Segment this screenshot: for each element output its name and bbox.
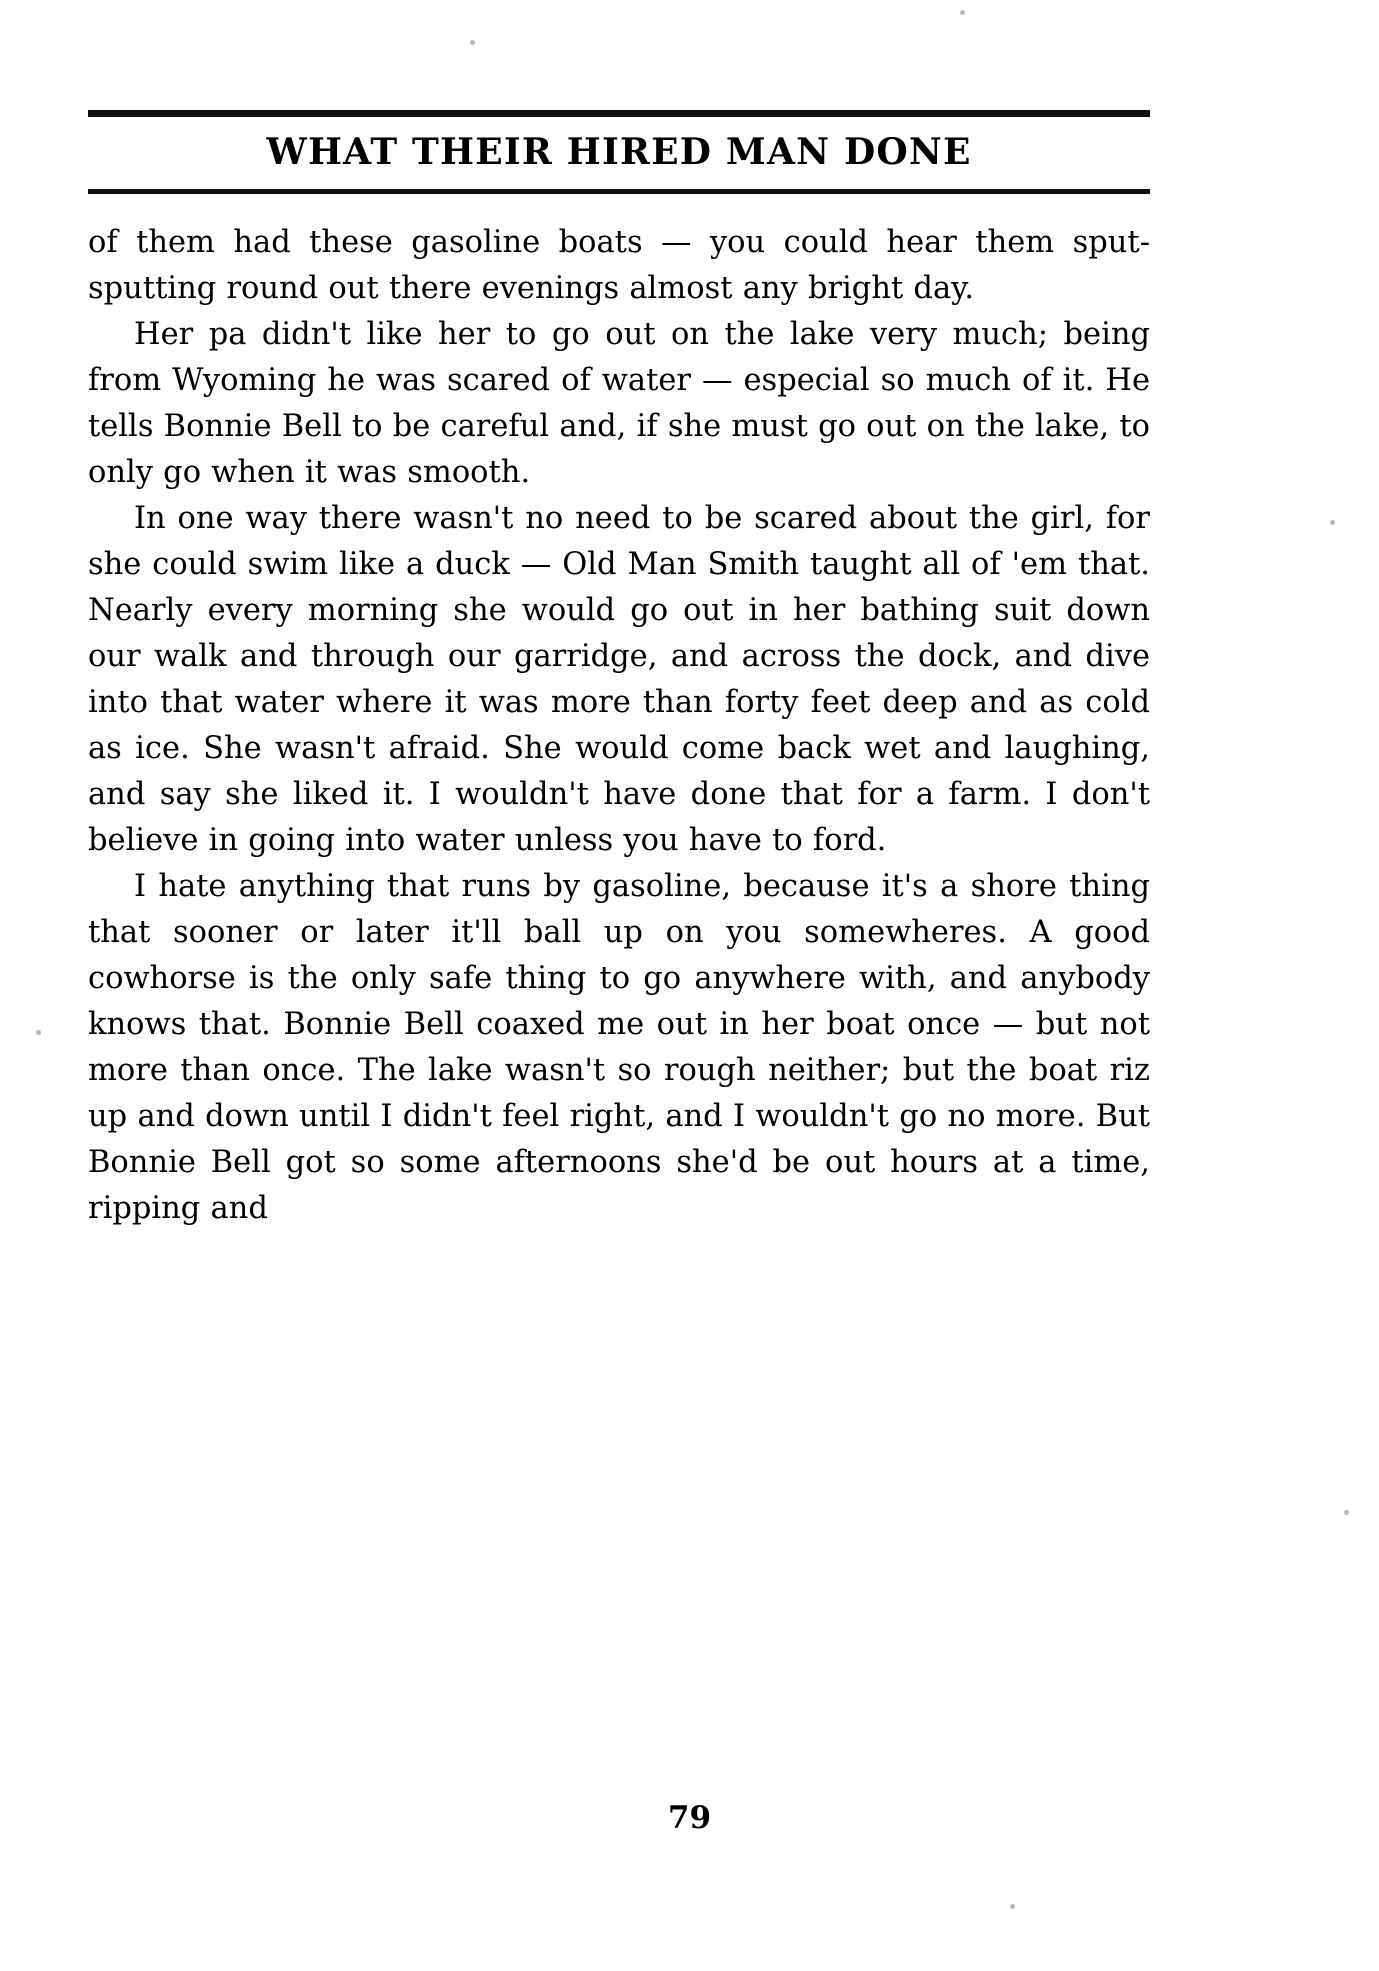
header-rule-top <box>88 110 1150 117</box>
paper-speck <box>470 40 475 45</box>
page-number: 79 <box>667 1800 712 1836</box>
paper-speck <box>960 10 965 15</box>
paper-speck <box>1010 1904 1015 1909</box>
paragraph: of them had these gasoline boats — you could hear them sput-sputting round out there evenings almost any bright day. <box>88 225 1150 306</box>
paragraph: Her pa didn't like her to go out on the lake very much; being from Wyoming he was scared of water — especial so much of it. He tells Bonnie Bell to be careful and, if she must go out on the lake, to only go when it was smooth. <box>88 317 1150 490</box>
body-text <box>88 220 1150 1232</box>
paper-speck <box>36 1030 41 1035</box>
paper-speck <box>1344 1510 1349 1515</box>
running-head: WHAT THEIR HIRED MAN DONE <box>266 131 972 173</box>
paragraph: I hate anything that runs by gasoline, because it's a shore thing that sooner or later it'll ball up on you somewheres. A good cowhorse is the only safe thing to go anywhere with, and anybody knows that. Bonnie Bell coaxed me out in her boat once — but not more than once. The lake wasn't so rough neither; but the boat riz up and down until I didn't feel right, and I wouldn't go no more. But Bonnie Bell got so some afternoons she'd be out hours at a time, ripping and <box>88 869 1150 1226</box>
paragraph: In one way there wasn't no need to be scared about the girl, for she could swim like a duck — Old Man Smith taught all of 'em that. Nearly every morning she would go out in her bathing suit down our walk and through our garridge, and across the dock, and dive into that water where it was more than forty feet deep and as cold as ice. She wasn't afraid. She would come back wet and laughing, and say she liked it. I wouldn't have done that for a farm. I don't believe in going into water unless you have to ford. <box>88 501 1150 858</box>
paper-speck <box>1330 520 1335 525</box>
header-rule-bottom <box>88 189 1150 194</box>
page-content <box>88 110 1150 1232</box>
